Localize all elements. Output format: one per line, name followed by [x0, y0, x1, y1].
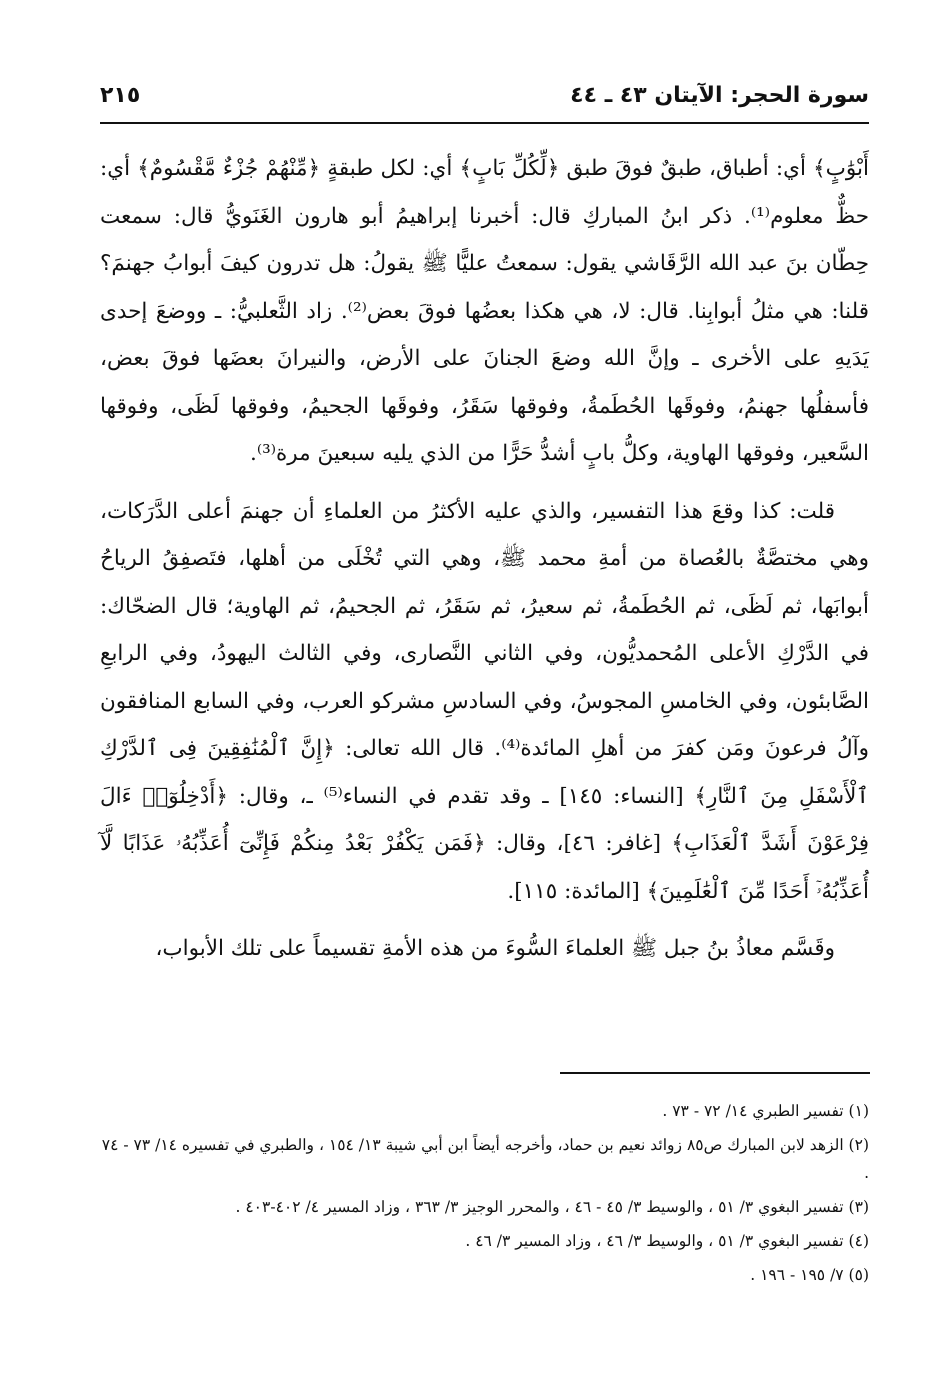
page-number: ٢١٥	[100, 83, 141, 108]
main-text	[100, 145, 869, 973]
chapter-title: سورة الحجر: الآيتان ٤٣ ـ ٤٤	[570, 83, 869, 108]
running-header	[100, 78, 869, 124]
paragraph-3: وقَسَّم معاذُ بنُ جبل ﷺ العلماءَ السُّوءَ من هذه الأمةِ تقسيماً على تلك الأبواب،	[155, 936, 835, 961]
footnote-5: (٥) ٧/ ١٩٥ - ١٩٦ .	[750, 1266, 869, 1284]
footnote-4: (٤) تفسير البغوي ٣/ ٥١ ، والوسيط ٣/ ٤٦ ، وزاد المسير ٣/ ٤٦ .	[465, 1232, 869, 1250]
footnote-divider	[560, 1072, 870, 1074]
paragraph-2: قلت: كذا وقعَ هذا التفسير، والذي عليه الأكثرُ من العلماءِ أن جهنمَ أعلى الدَّرَكات، وهي مختصَّةٌ بالعُصاة من أمةِ محمد ﷺ، وهي التي تُخْلَى من أهلها، فتَصفِقُ الرياحُ أبوابَها، ثم لَظَى، ثم الحُطَمةُ، ثم سعيرُ، ثم سَقَرُ، ثم الجحيمُ، ثم الهاوية؛ قال الضحّاك: في الدَّرْكِ الأعلى المُحمديُّون، وفي الثاني النَّصارى، وفي الثالث اليهودُ، وفي الرابعِ الصَّابئون، وفي الخامسِ المجوسُ، وفي السادسِ مشركو العرب، وفي السابع المنافقون وآلُ فرعونَ ومَن كفرَ من أهلِ المائدة⁽⁴⁾. قال الله تعالى: ﴿إِنَّ ٱلْمُنَٰفِقِينَ فِى ٱلدَّرْكِ ٱلْأَسْفَلِ مِنَ ٱلنَّارِ﴾ [النساء: ١٤٥] ـ وقد تقدم في النساء⁽⁵⁾ ـ، وقال: ﴿أَدْخِلُوٓا۟ ءَالَ فِرْعَوْنَ أَشَدَّ ٱلْعَذَابِ﴾ [غافر: ٤٦]، وقال: ﴿فَمَن يَكْفُرْ بَعْدُ مِنكُمْ فَإِنِّىٓ أُعَذِّبُهُۥ عَذَابًا لَّآ أُعَذِّبُهُۥٓ أَحَدًا مِّنَ ٱلْعَٰلَمِينَ﴾ [المائدة: ١١٥].	[100, 498, 869, 904]
footnote-1: (١) تفسير الطبري ١٤/ ٧٢ - ٧٣ .	[662, 1102, 869, 1120]
footnote-3: (٣) تفسير البغوي ٣/ ٥١ ، والوسيط ٣/ ٤٥ - ٤٦ ، والمحرر الوجيز ٣/ ٣٦٣ ، وزاد المسير ٤/ ٤٠٢-٤٠٣ .	[235, 1198, 869, 1216]
footnote-2: (٢) الزهد لابن المبارك ص٨٥ زوائد نعيم بن حماد، وأخرجه أيضاً ابن أبي شيبة ١٣/ ١٥٤ ، والطبري في تفسيره ١٤/ ٧٣ - ٧٤ .	[101, 1136, 869, 1182]
paragraph-1: أَبْوَٰبٍ﴾ أي: أطباق، طبقٌ فوقَ طبق ﴿لِّكُلِّ بَابٍ﴾ أي: لكل طبقةٍ ﴿مِّنْهُمْ جُزْءٌ مَّقْسُومٌ﴾ أي: حظٌّ معلوم⁽¹⁾. ذكر ابنُ المباركِ قال: أخبرنا إبراهيمُ أبو هارون الغَنَويُّ قال: سمعت حِطّان بنَ عبد الله الرَّقَاشي يقول: سمعتُ عليًّا ﷺ يقولُ: هل تدرون كيفَ أبوابُ جهنمَ؟ قلنا: هي مثلُ أبوابِنا. قال: لا، هي هكذا بعضُها فوقَ بعض⁽²⁾. زاد الثَّعلبيُّ: ـ ووضعَ إحدى يَدَيهِ على الأخرى ـ وإنَّ الله وضعَ الجنانَ على الأرض، والنيرانَ بعضَها فوقَ بعض، فأسفلُها جهنمُ، وفوقَها الحُطَمةُ، وفوقها سَقَرُ، وفوقَها الجحيمُ، وفوقها لَظَى، وفوقها السَّعير، وفوقها الهاوية، وكلُّ بابٍ أشدُّ حَرًّا من الذي يليه سبعينَ مرة⁽³⁾.	[100, 156, 869, 466]
footnotes	[100, 1097, 869, 1295]
